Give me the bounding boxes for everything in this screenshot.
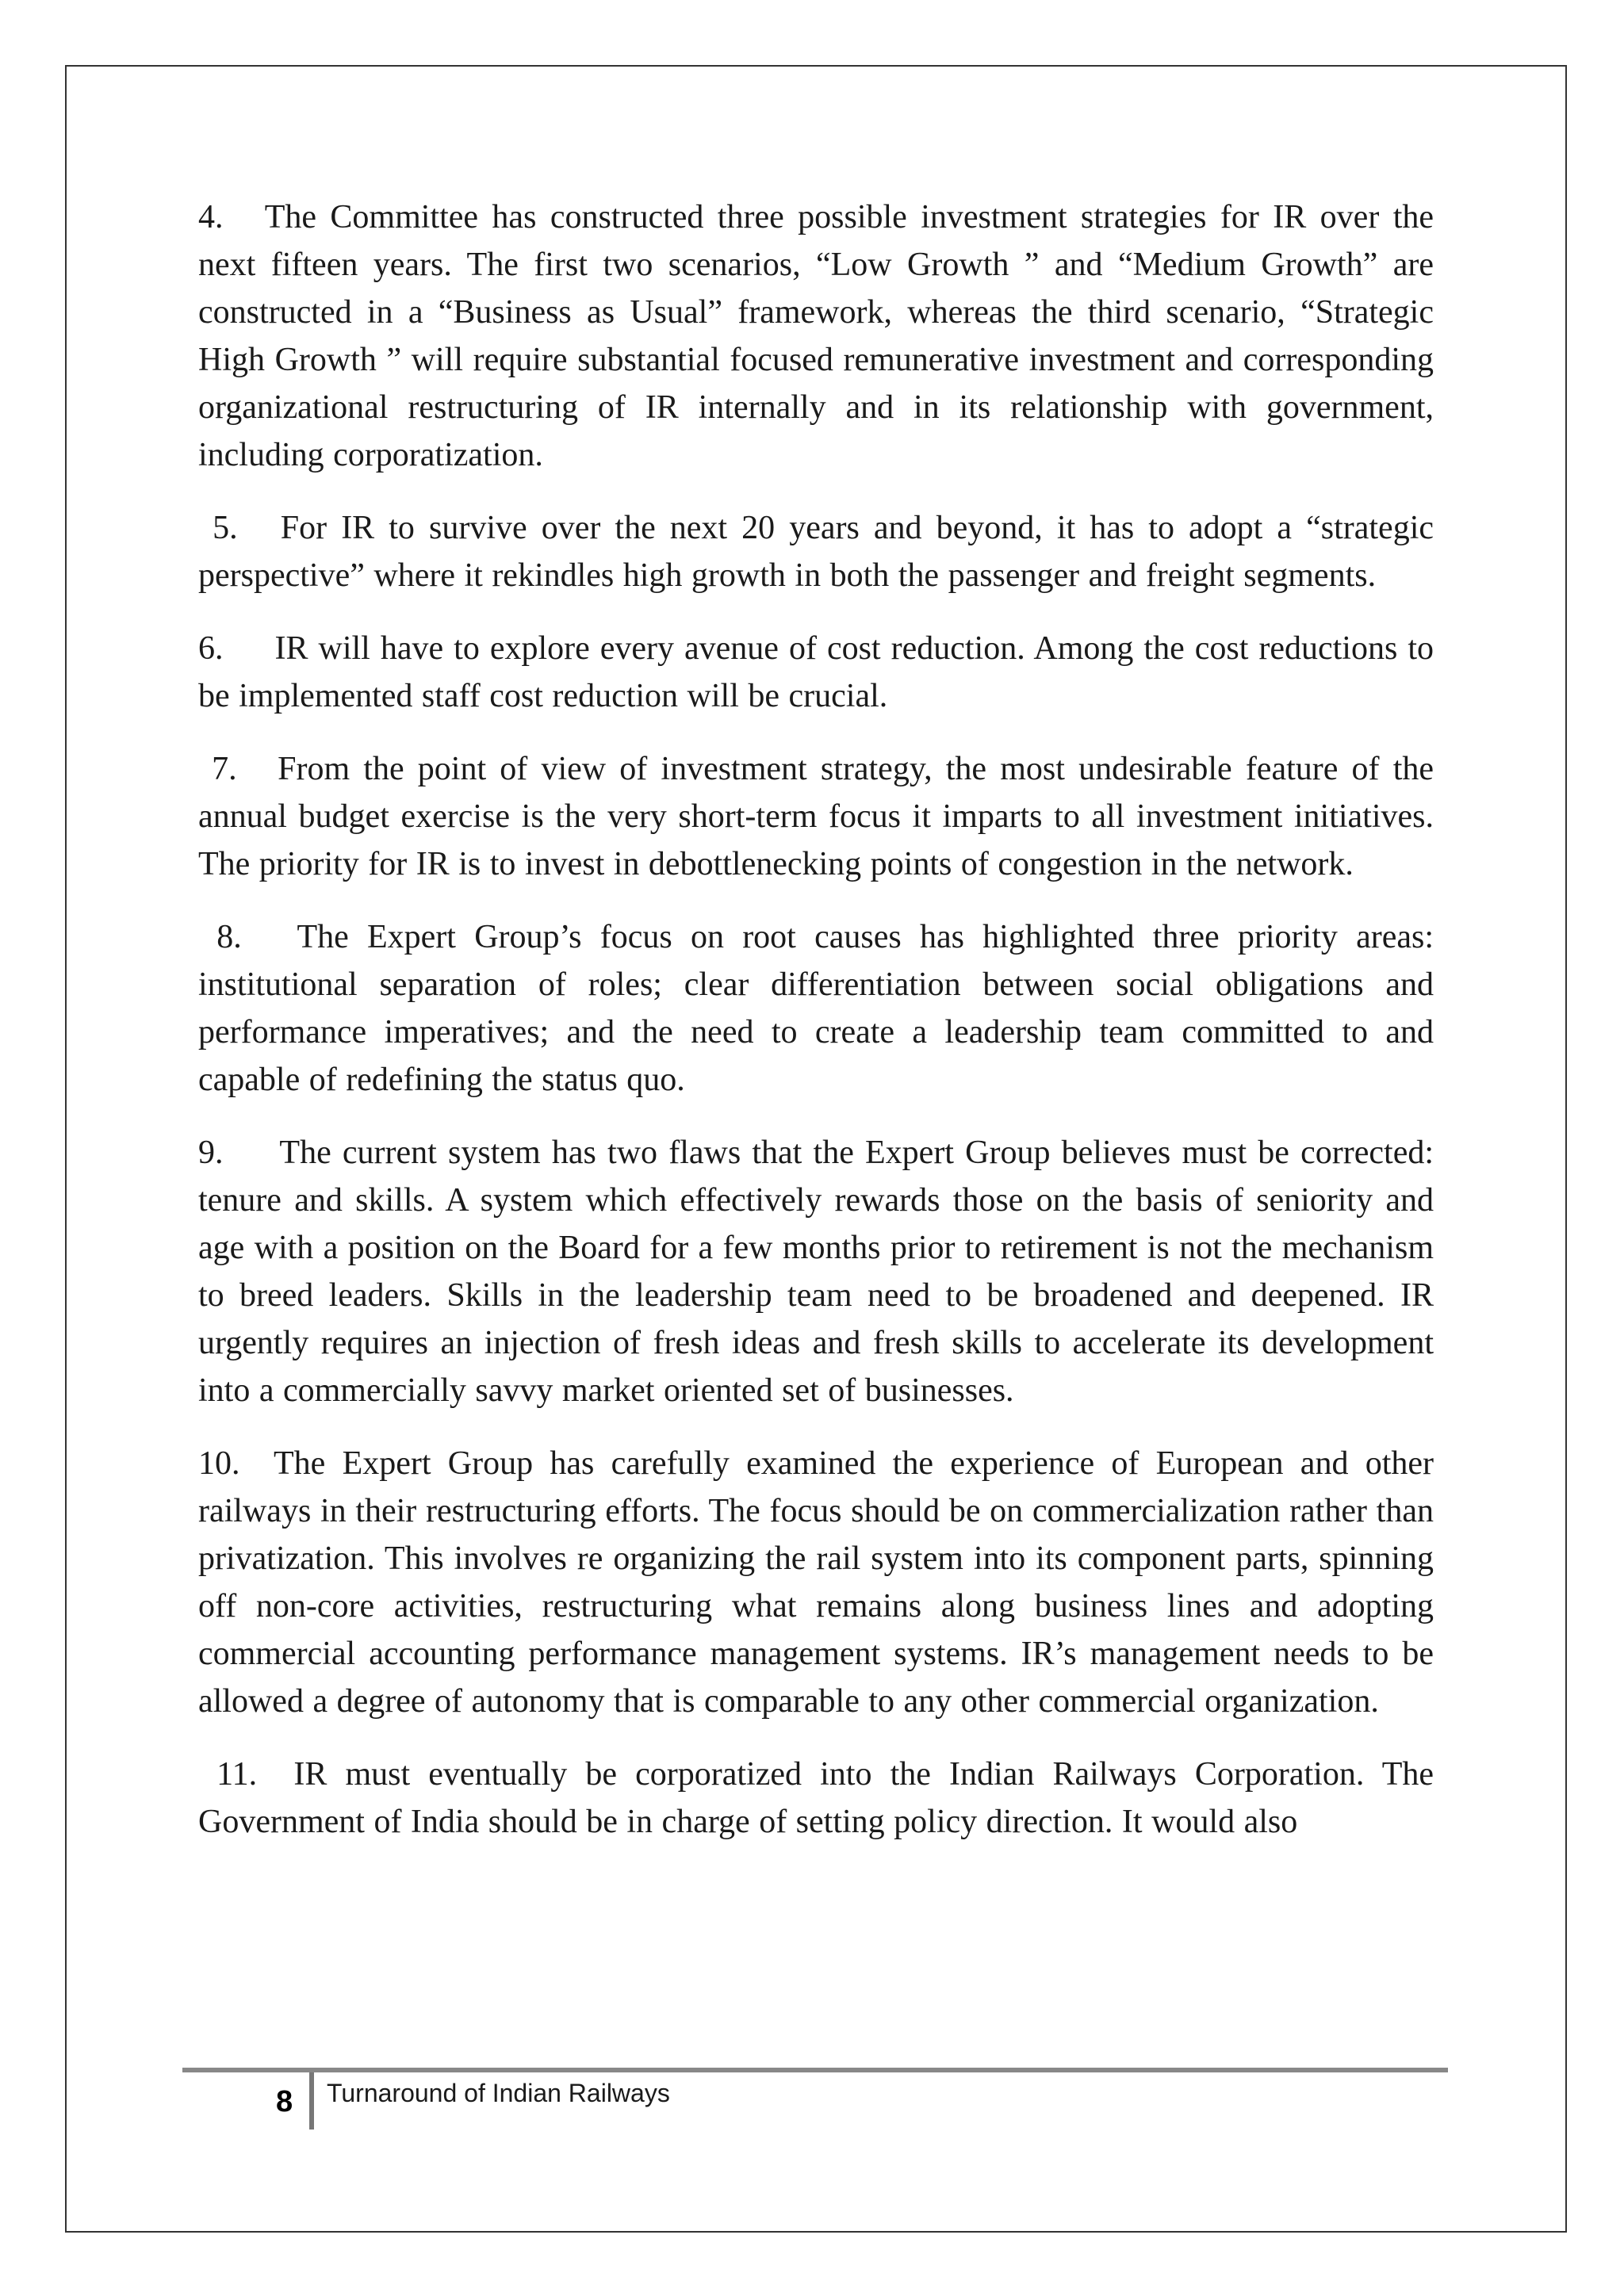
paragraph-text: From the point of view of investment strategy, the most undesirable feature of the annual budget exercise is the very short-term focus it imparts to all investment initiatives. The priority for IR is to invest in debottlenecking points of congestion in the network.	[198, 751, 1434, 882]
paragraph-10	[198, 1440, 1434, 1725]
paragraph-6	[198, 625, 1434, 720]
paragraph-number: 9.	[198, 1135, 224, 1171]
paragraph-4	[198, 193, 1434, 479]
paragraph-text: The Expert Group’s focus on root causes has highlighted three priority areas: institutional separation of roles; clear differentiation between social obligations and performance imperatives; and the need to create a leadership team committed to and capable of redefining the status quo.	[198, 919, 1434, 1098]
footer-rule	[182, 2068, 1448, 2072]
paragraph-number: 6.	[198, 630, 224, 667]
paragraph-11	[198, 1751, 1434, 1846]
paragraph-number: 11.	[216, 1756, 258, 1793]
page-number: 8	[276, 2085, 293, 2118]
footer-divider	[309, 2072, 314, 2130]
paragraph-number: 10.	[198, 1445, 240, 1482]
paragraph-8	[198, 913, 1434, 1104]
body-text	[198, 193, 1434, 1871]
paragraph-5	[198, 504, 1434, 599]
paragraph-number: 7.	[212, 751, 237, 787]
paragraph-text: The Committee has constructed three possible investment strategies for IR over the next fifteen years. The first two scenarios, “Low Growth ” and “Medium Growth” are constructed in a “Business as Usual” framework, whereas the third scenario, “Strategic High Growth ” will require substantial focused remunerative investment and corresponding organizational restructuring of IR internally and in its relationship with government, including corporatization.	[198, 199, 1434, 473]
paragraph-7	[198, 745, 1434, 888]
paragraph-text: For IR to survive over the next 20 years and beyond, it has to adopt a “strategic perspective” where it rekindles high growth in both the passenger and freight segments.	[198, 510, 1434, 594]
paragraph-number: 4.	[198, 199, 224, 235]
paragraph-number: 5.	[213, 510, 238, 546]
paragraph-text: The Expert Group has carefully examined the experience of European and other railways in their restructuring efforts. The focus should be on commercialization rather than privatization. This involves re organizing the rail system into its component parts, spinning off non-core activities, restructuring what remains along business lines and adopting commercial accounting performance management systems. IR’s management needs to be allowed a degree of autonomy that is comparable to any other commercial organization.	[198, 1445, 1434, 1720]
paragraph-text: IR must eventually be corporatized into the Indian Railways Corporation. The Government of India should be in charge of setting policy direction. It would also	[198, 1756, 1434, 1840]
footer-title: Turnaround of Indian Railways	[327, 2079, 670, 2107]
paragraph-number: 8.	[216, 919, 242, 955]
paragraph-text: The current system has two flaws that the Expert Group believes must be corrected: tenure and skills. A system which effectively rewards those on the basis of seniority and age with a position on the Board for a few months prior to retirement is not the mechanism to breed leaders. Skills in the leadership team need to be broadened and deepened. IR urgently requires an injection of fresh ideas and fresh skills to accelerate its development into a commercially savvy market oriented set of businesses.	[198, 1135, 1434, 1409]
paragraph-9	[198, 1129, 1434, 1414]
paragraph-text: IR will have to explore every avenue of cost reduction. Among the cost reductions to be implemented staff cost reduction will be crucial.	[198, 630, 1434, 714]
